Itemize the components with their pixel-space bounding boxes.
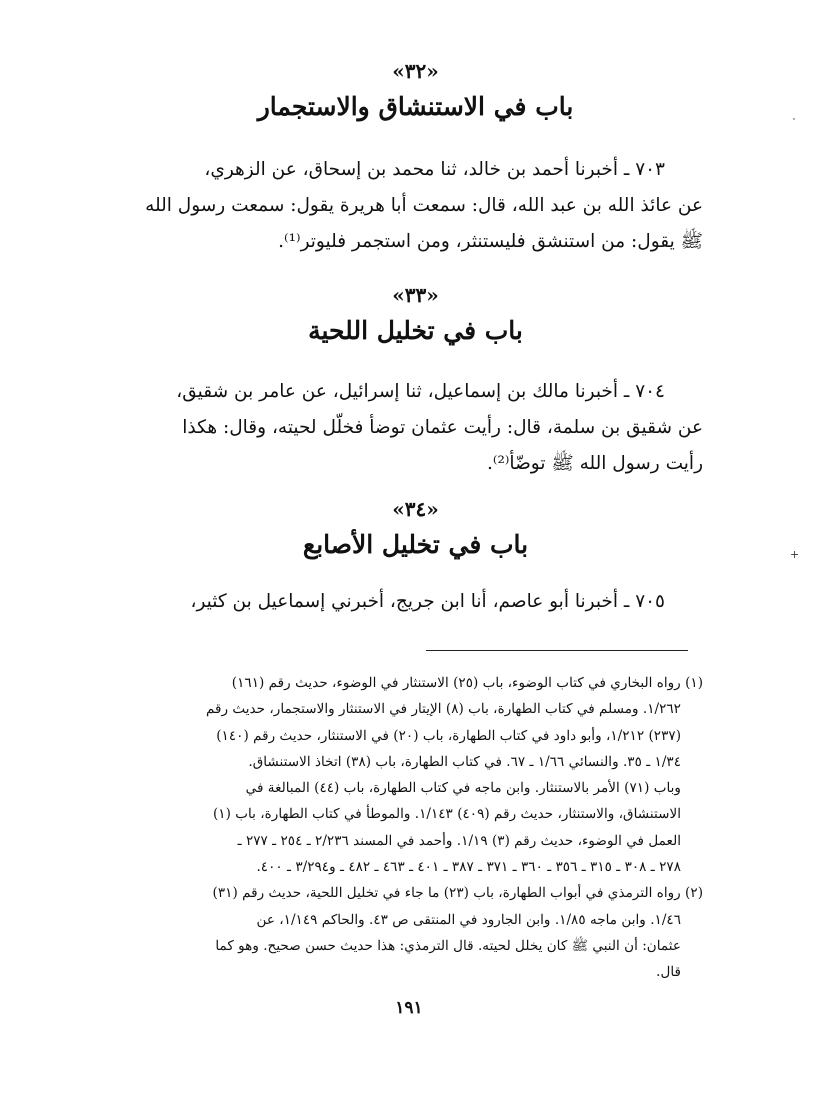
section-32 bbox=[128, 58, 703, 260]
footnote-line: الاستنشاق، والاستنثار، حديث رقم (٤٠٩) ١/١٤٣. والموطأ في كتاب الطهارة، باب (١) bbox=[212, 806, 681, 823]
hadith-line: ٧٠٣ ـ أخبرنا أحمد بن خالد، ثنا محمد بن إسحاق، عن الزهري، bbox=[204, 159, 665, 180]
hadith-line: ٧٠٥ ـ أخبرنا أبو عاصم، أنا ابن جريج، أخبرني إسماعيل بن كثير، bbox=[190, 591, 665, 612]
hadith-line: ٧٠٤ ـ أخبرنا مالك بن إسماعيل، ثنا إسرائيل، عن عامر بن شقيق، bbox=[176, 381, 665, 402]
footnote-line: (٢٣٧) ١/٢١٢، وأبو داود في كتاب الطهارة، باب (٢٠) في الاستنثار، حديث رقم (١٤٠) bbox=[216, 727, 681, 744]
footnote-line: ١/٢٦٢. ومسلم في كتاب الطهارة، باب (٨) الإيتار في الاستنثار والاستجمار، حديث رقم bbox=[205, 701, 681, 718]
chapter-title: باب في تخليل اللحية bbox=[308, 316, 523, 345]
section-34 bbox=[128, 496, 703, 620]
chapter-title: باب في الاستنشاق والاستجمار bbox=[257, 92, 574, 121]
footnote-line: وباب (٧١) الأمر بالاستنثار. وابن ماجه في كتاب الطهارة، باب (٤٤) المبالغة في bbox=[245, 780, 681, 797]
hadith-line: رأيت رسول الله ﷺ توضّأ⁽²⁾. bbox=[487, 453, 703, 474]
footnote-line: قال. bbox=[656, 964, 681, 981]
chapter-number: «٣٤» bbox=[392, 497, 439, 521]
footnote-line: العمل في الوضوء، حديث رقم (٣) ١/١٩. وأحمد في المسند ٢/٢٣٦ ـ ٢٥٤ ـ ٢٧٧ ـ bbox=[237, 832, 681, 849]
hadith-line: عن عائذ الله بن عبد الله، قال: سمعت أبا هريرة يقول: سمعت رسول الله bbox=[145, 195, 703, 216]
section-33 bbox=[128, 282, 703, 482]
hadith-line: عن شقيق بن سلمة، قال: رأيت عثمان توضأ فخلّل لحيته، وقال: هكذا bbox=[182, 417, 703, 438]
margin-mark: ٠ bbox=[791, 112, 797, 125]
footnote-line: عثمان: أن النبي ﷺ كان يخلل لحيته. قال الترمذي: هذا حديث حسن صحيح. وهو كما bbox=[215, 937, 681, 954]
hadith-line: ﷺ يقول: من استنشق فليستنثر، ومن استجمر فليوتر⁽¹⁾. bbox=[278, 231, 703, 252]
footnote-separator bbox=[426, 650, 688, 651]
hadith-704 bbox=[128, 374, 703, 482]
page-number: ١٩١ bbox=[395, 998, 423, 1018]
footnotes bbox=[128, 670, 703, 986]
footnote-line: ١/٤٦. وابن ماجه ١/٨٥. وابن الجارود في المنتقى ص ٤٣. والحاكم ١/١٤٩، عن bbox=[256, 911, 681, 928]
chapter-title: باب في تخليل الأصابع bbox=[302, 530, 529, 559]
footnote-1 bbox=[128, 670, 703, 880]
chapter-number: «٣٢» bbox=[392, 59, 439, 83]
margin-mark: + bbox=[790, 548, 800, 561]
footnote-line: ٢٧٨ ـ ٣٠٨ ـ ٣١٥ ـ ٣٥٦ ـ ٣٦٠ ـ ٣٧١ ـ ٣٨٧ ـ ٤٠١ ـ ٤٦٣ ـ ٤٨٢ ـ و٣/٢٩٤ ـ ٤٠٠. bbox=[256, 859, 681, 876]
hadith-705 bbox=[128, 584, 703, 620]
hadith-703 bbox=[128, 152, 703, 260]
footnote-line: (١) رواه البخاري في كتاب الوضوء، باب (٢٥) الاستنثار في الوضوء، حديث رقم (١٦١) bbox=[231, 675, 703, 691]
footnote-2 bbox=[128, 880, 703, 985]
chapter-number: «٣٣» bbox=[392, 283, 439, 307]
footnote-line: (٢) رواه الترمذي في أبواب الطهارة، باب (٢٣) ما جاء في تخليل اللحية، حديث رقم (٣١) bbox=[212, 885, 703, 902]
footnote-line: ١/٣٤ ـ ٣٥. والنسائي ١/٦٦ ـ ٦٧. في كتاب الطهارة، باب (٣٨) اتخاذ الاستنشاق. bbox=[248, 753, 681, 770]
